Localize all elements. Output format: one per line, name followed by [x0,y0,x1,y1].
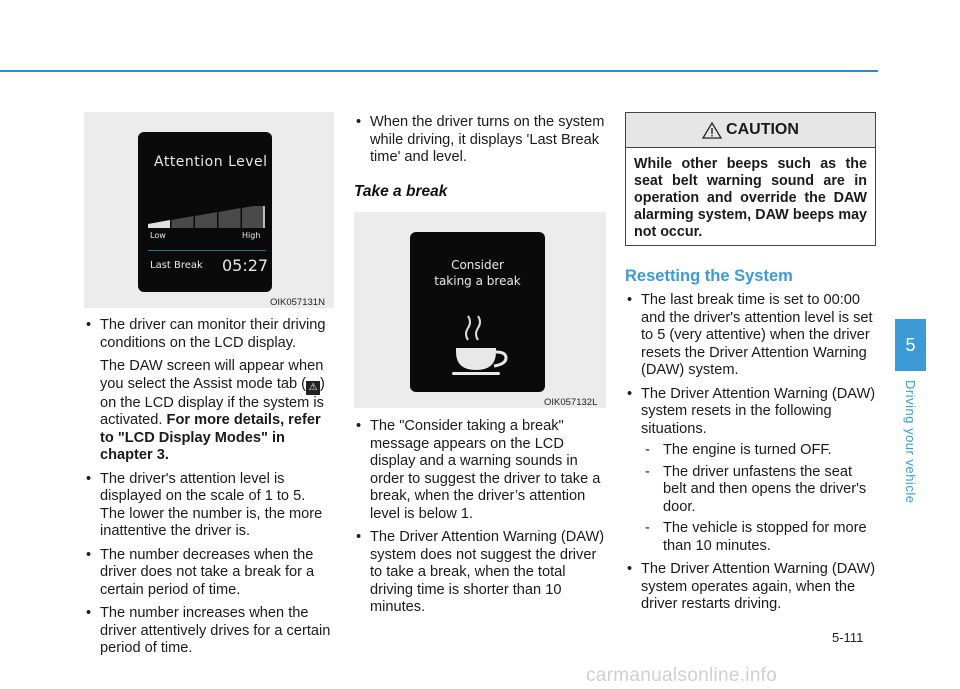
section-heading-take-a-break: Take a break [354,183,448,200]
divider [148,250,266,251]
lcd-attention-display [138,132,272,292]
attention-segment [148,220,170,228]
last-break-time: 05:27 [222,256,269,275]
sub-list-item: - The engine is turned OFF. [641,442,878,460]
top-rule [0,70,878,72]
attention-segment [195,212,217,228]
coffee-cup-icon [448,308,508,378]
column-1 [84,317,334,664]
figure-inattentive-driving [84,112,334,308]
warning-triangle-icon [702,121,722,139]
list-item: • The driver can monitor their driving conditions on the LCD display. The DAW screen will appear when you select the Assist mode tab ( ⚠ ) on the LCD display if the system is activated. For more details, refer to "LCD Display Modes" in chapter 3. [84,317,334,465]
figure-take-a-break [354,212,606,408]
last-break-label: Last Break [150,260,203,271]
watermark: carmanualsonline.info [586,665,778,686]
list-item: • The number decreases when the driver does not take a break for a certain period of time. [84,547,334,600]
list-item: • When the driver turns on the system while driving, it displays 'Last Break time' and level. [354,114,606,167]
column-2-top [354,114,606,173]
figure-code: OIK057131N [270,297,325,308]
break-message-line1: Consider [451,258,504,272]
page-number: 5-111 [832,630,864,645]
caution-body: While other beeps such as the seat belt warning sound are in operation and override the DAW alarming system, DAW beeps may not occur. [634,156,867,240]
attention-segment [242,206,264,228]
column-3 [625,292,878,620]
attention-max-marker [263,206,265,228]
caution-header [626,113,875,148]
chapter-title: Driving your vehicle [903,380,918,504]
list-item: • The driver's attention level is displayed on the scale of 1 to 5. The lower the number is, the more inattentive the driver is. [84,471,334,541]
sub-list-item: - The vehicle is stopped for more than 10 minutes. [641,520,878,555]
attention-level-bar [148,206,268,230]
caution-box [625,112,876,246]
assist-mode-tab-icon: ⚠ [306,381,320,395]
lcd-break-display [410,232,545,392]
break-message-line2: taking a break [434,274,521,288]
list-item: • The Driver Attention Warning (DAW) system does not suggest the driver to take a break, when the total driving time is shorter than 10 minutes. [354,529,606,617]
attention-segment [172,216,194,228]
list-item: • The last break time is set to 00:00 and the driver's attention level is set to 5 (very attentive) when the driver resets the Driver Attention Warning (DAW) system. [625,292,878,380]
caution-title: CAUTION [726,121,799,138]
low-label: Low [150,231,166,240]
figure-code: OIK057132L [544,397,598,408]
section-heading-resetting: Resetting the System [625,267,793,285]
chapter-tab: 5 [895,319,926,371]
daw-screen-note: The DAW screen will appear when you select the Assist mode tab ( ⚠ ) on the LCD display if the system is activated. For more details, refer to "LCD Display Modes" in chapter 3. [100,358,325,463]
sub-list-item: - The driver unfastens the seat belt and then opens the driver's door. [641,464,878,517]
attention-segment [219,208,241,228]
attention-level-title: Attention Level [154,154,268,170]
list-item: • The Driver Attention Warning (DAW) system resets in the following situations. - The engine is turned OFF. - The driver unfastens the seat belt and then opens the driver's door. - The vehicle is stopped for more than 10 minutes. [625,386,878,556]
list-item: • The "Consider taking a break" message appears on the LCD display and a warning sounds in order to suggest the driver to take a break, when the driver’s attention level is below 1. [354,418,606,523]
column-2-bottom [354,418,606,623]
high-label: High [242,231,261,240]
list-item: • The Driver Attention Warning (DAW) system operates again, when the driver restarts driving. [625,561,878,614]
list-item: • The number increases when the driver attentively drives for a certain period of time. [84,605,334,658]
